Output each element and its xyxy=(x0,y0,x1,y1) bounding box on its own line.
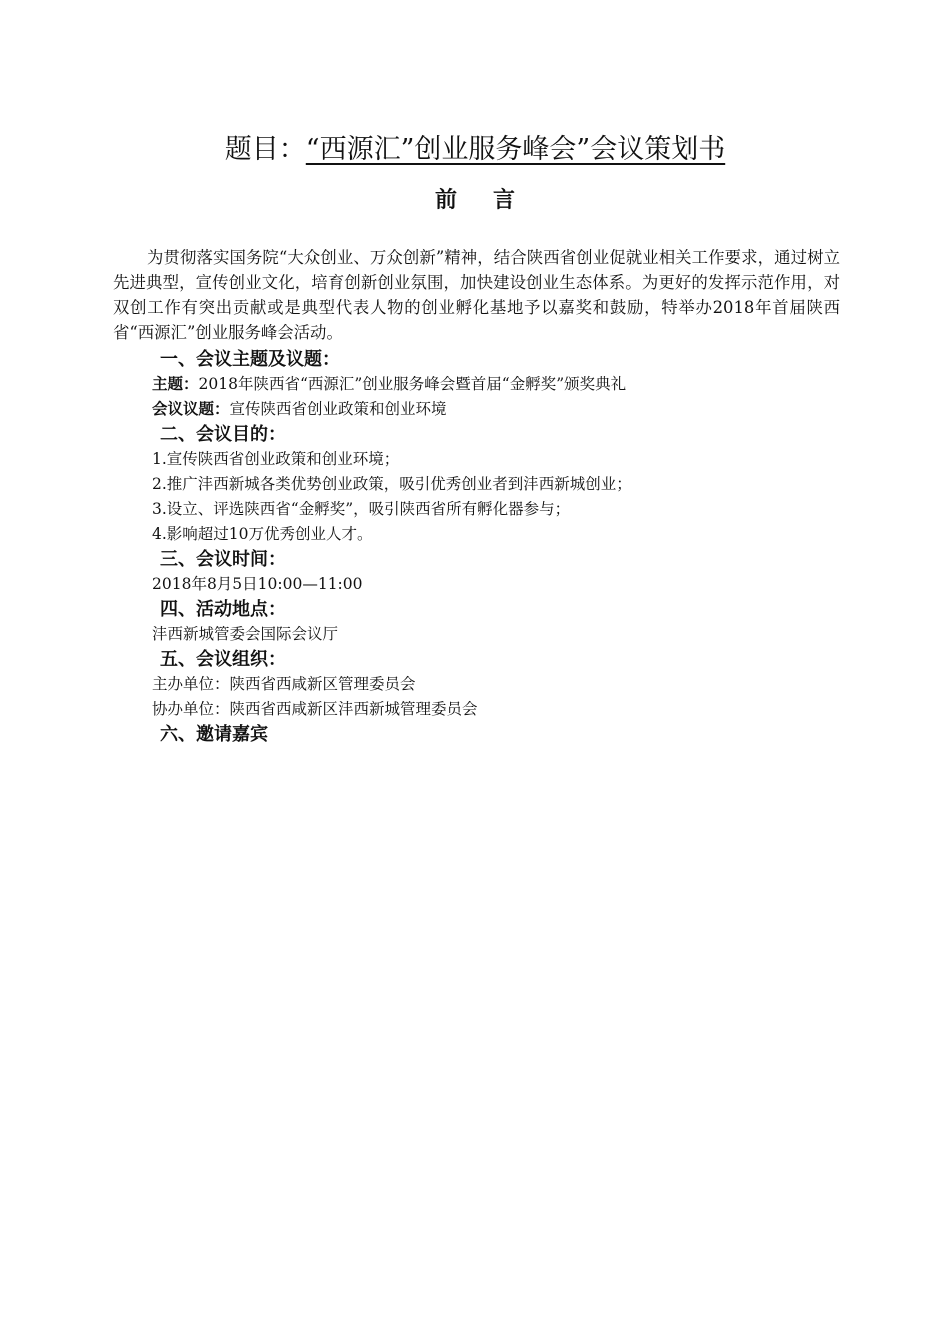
section-heading-purpose: 二、会议目的： xyxy=(160,424,286,445)
document-title xyxy=(0,130,950,170)
topic-line xyxy=(152,397,842,422)
meeting-venue: 沣西新城管委会国际会议厅 xyxy=(152,625,339,643)
title-prefix: 题目： xyxy=(224,134,306,165)
host-organization: 主办单位：陕西省西咸新区管理委员会 xyxy=(152,675,416,693)
purpose-item: 4.影响超过10万优秀创业人才。 xyxy=(152,525,373,543)
theme-label: 主题： xyxy=(152,375,199,393)
preface-heading: 前言 xyxy=(434,188,551,213)
purpose-item: 3.设立、评选陕西省“金孵奖”，吸引陕西省所有孵化器参与； xyxy=(152,500,571,518)
meeting-time: 2018年8月5日10:00—11:00 xyxy=(152,575,363,593)
section-heading-theme: 一、会议主题及议题： xyxy=(160,349,340,370)
co-host-organization: 协办单位：陕西省西咸新区沣西新城管理委员会 xyxy=(152,700,478,718)
section-heading-guests: 六、邀请嘉宾 xyxy=(160,724,268,745)
section-heading-time: 三、会议时间： xyxy=(160,549,286,570)
theme-line xyxy=(152,372,842,397)
section-heading-venue: 四、活动地点： xyxy=(160,599,286,620)
title-main: “西源汇”创业服务峰会”会议策划书 xyxy=(305,134,726,165)
purpose-item: 2.推广沣西新城各类优势创业政策，吸引优秀创业者到沣西新城创业； xyxy=(152,475,632,493)
purpose-item: 1.宣传陕西省创业政策和创业环境； xyxy=(152,450,400,468)
document-body xyxy=(152,347,842,747)
section-heading-organization: 五、会议组织： xyxy=(160,649,286,670)
topic-text: 宣传陕西省创业政策和创业环境 xyxy=(229,400,447,418)
intro-paragraph: 为贯彻落实国务院“大众创业、万众创新”精神，结合陕西省创业促就业相关工作要求，通过树立先进典型，宣传创业文化，培育创新创业氛围，加快建设创业生态体系。为更好的发挥示范作用，对双创工作有突出贡献或是典型代表人物的创业孵化基地予以嘉奖和鼓励，特举办2018年首届陕西省“西源汇”创业服务峰会活动。 xyxy=(113,248,840,342)
topic-label: 会议议题： xyxy=(152,400,230,418)
theme-text: 2018年陕西省“西源汇”创业服务峰会暨首届“金孵奖”颁奖典礼 xyxy=(198,375,627,393)
